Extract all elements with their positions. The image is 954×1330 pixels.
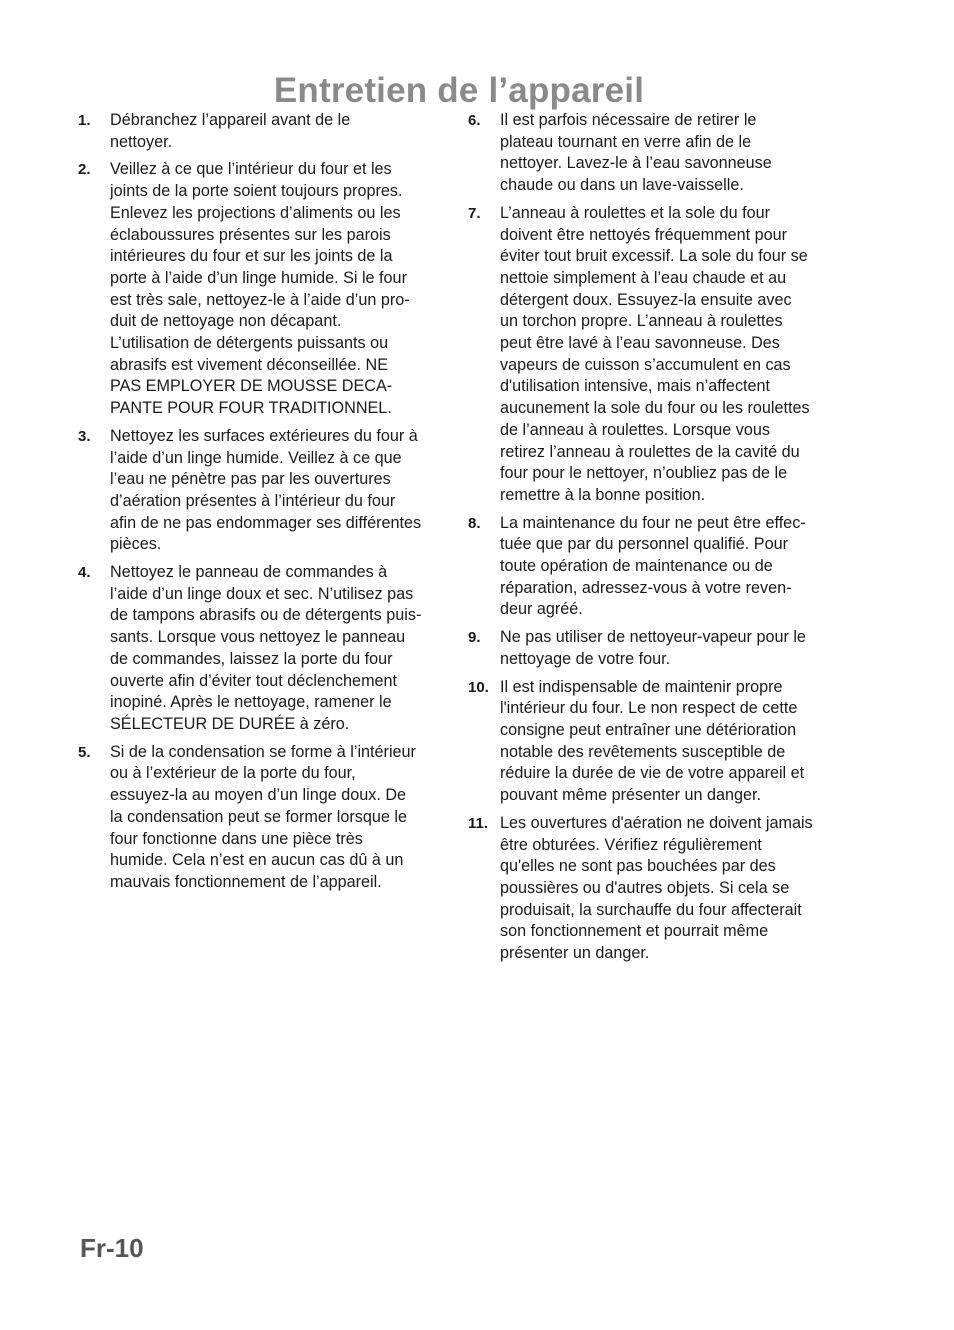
item-text <box>500 627 844 670</box>
text-line: Il est parfois nécessaire de retirer le <box>500 111 757 129</box>
instruction-item <box>78 426 452 556</box>
text-line: poussières ou d'autres objets. Si cela se <box>500 878 790 897</box>
instructions-right-column <box>468 110 844 971</box>
text-line: Ne pas utiliser de nettoyeur-vapeur pour le <box>500 628 806 647</box>
text-line: l’aide d’un linge doux et sec. N’utilisez pas <box>110 584 414 603</box>
text-line: porte à l’aide d’un linge humide. Si le four <box>110 268 407 287</box>
instruction-item <box>78 110 452 153</box>
text-line: l’eau ne pénètre pas par les ouvertures <box>110 470 391 489</box>
text-line: nettoyer. Lavez-le à l’eau savonneuse <box>500 154 772 173</box>
text-line: L’utilisation de détergents puissants ou <box>110 334 389 353</box>
text-line: nettoyage de votre four. <box>500 649 671 668</box>
instruction-item <box>78 562 452 736</box>
text-line: éclaboussures présentes sur les parois <box>110 225 391 244</box>
instruction-item <box>468 110 844 197</box>
text-line: être obturées. Vérifiez régulièrement <box>500 835 762 854</box>
instruction-item <box>78 742 452 894</box>
item-text <box>500 813 844 965</box>
item-text <box>110 159 452 419</box>
text-line: essuyez-la au moyen d’un linge doux. De <box>110 786 407 805</box>
text-line: abrasifs est vivement déconseillée. NE <box>110 355 389 374</box>
text-line: joints de la porte soient toujours propres. <box>110 182 403 201</box>
text-line: peut être lavé à l’eau savonneuse. Des <box>500 334 780 353</box>
item-number: 8. <box>468 514 481 532</box>
text-line: plateau tournant en verre afin de le <box>500 132 752 151</box>
text-line: tuée que par du personnel qualifié. Pour <box>500 535 788 554</box>
text-line: consigne peut entraîner une détérioration <box>500 720 797 739</box>
item-number: 11. <box>468 814 489 832</box>
item-number: 3. <box>78 427 91 445</box>
text-line: pièces. <box>110 535 162 554</box>
text-line: qu'elles ne sont pas bouchées par des <box>500 857 776 876</box>
item-number: 6. <box>468 112 481 129</box>
text-line: ouverte afin d’éviter tout déclenchement <box>110 671 398 690</box>
text-line: sants. Lorsque vous nettoyez le panneau <box>110 628 406 647</box>
text-line: inopiné. Après le nettoyage, ramener le <box>110 693 392 712</box>
item-number: 1. <box>78 112 91 129</box>
instructions-left-column <box>78 110 452 900</box>
text-line: L’anneau à roulettes et la sole du four <box>500 203 770 222</box>
text-line: retirez l’anneau à roulettes de la cavité du <box>500 442 800 461</box>
text-line: éviter tout bruit excessif. La sole du four se <box>500 247 808 266</box>
text-line: four pour le nettoyer, n’oubliez pas de le <box>500 464 788 483</box>
text-line: est très sale, nettoyez-le à l’aide d’un pro- <box>110 290 410 309</box>
text-line: la condensation peut se former lorsque le <box>110 807 407 826</box>
item-text <box>110 426 452 556</box>
text-line: de l’anneau à roulettes. Lorsque vous <box>500 420 770 439</box>
text-line: nettoie simplement à l’eau chaude et au <box>500 268 787 287</box>
text-line: Débranchez l’appareil avant de le <box>110 111 351 129</box>
text-line: vapeurs de cuisson s’accumulent en cas <box>500 355 791 374</box>
text-line: d'utilisation intensive, mais n’affectent <box>500 377 771 396</box>
item-number: 7. <box>468 204 481 222</box>
item-number: 4. <box>78 564 91 582</box>
text-line: Nettoyez les surfaces extérieures du four à <box>110 426 418 445</box>
instruction-item <box>468 677 844 807</box>
text-line: réduire la durée de vie de votre appareil et <box>500 764 805 783</box>
text-line: notable des revêtements susceptible de <box>500 742 786 761</box>
text-line: l’aide d’un linge humide. Veillez à ce que <box>110 448 402 467</box>
item-number: 2. <box>78 161 91 179</box>
instruction-item <box>78 159 452 419</box>
text-line: produisait, la surchauffe du four affecterait <box>500 900 802 919</box>
text-line: ou à l’extérieur de la porte du four, <box>110 764 356 783</box>
item-number: 9. <box>468 629 481 647</box>
instruction-item <box>468 513 844 622</box>
text-line: Les ouvertures d'aération ne doivent jamais <box>500 813 813 832</box>
text-line: doivent être nettoyés fréquemment pour <box>500 225 788 244</box>
text-line: Enlevez les projections d’aliments ou les <box>110 203 401 222</box>
text-line: nettoyer. <box>110 132 173 151</box>
item-text <box>500 513 844 622</box>
item-text <box>500 110 844 197</box>
text-line: humide. Cela n’est en aucun cas dû à un <box>110 851 404 870</box>
item-number: 10. <box>468 678 489 696</box>
text-line: duit de nettoyage non décapant. <box>110 312 342 331</box>
text-line: PANTE POUR FOUR TRADITIONNEL. <box>110 399 392 418</box>
text-line: d’aération présentes à l’intérieur du four <box>110 491 396 510</box>
text-line: intérieures du four et sur les joints de la <box>110 247 393 266</box>
text-line: toute opération de maintenance ou de <box>500 557 773 576</box>
item-text <box>500 677 844 807</box>
text-line: aucunement la sole du four ou les roulettes <box>500 399 810 418</box>
item-text <box>110 562 452 736</box>
text-line: Il est indispensable de maintenir propre <box>500 677 783 696</box>
text-line: Veillez à ce que l’intérieur du four et les <box>110 160 392 179</box>
instruction-item <box>468 203 844 507</box>
item-text <box>500 203 844 507</box>
text-line: PAS EMPLOYER DE MOUSSE DECA- <box>110 377 393 396</box>
item-text <box>110 742 452 894</box>
text-line: chaude ou dans un lave-vaisselle. <box>500 176 744 195</box>
text-line: afin de ne pas endommager ses différentes <box>110 513 422 532</box>
text-line: de tampons abrasifs ou de détergents puis- <box>110 606 422 625</box>
page-number: Fr-10 <box>80 1233 144 1263</box>
text-line: de commandes, laissez la porte du four <box>110 649 393 668</box>
page-title: Entretien de l’appareil <box>273 71 645 111</box>
item-text <box>110 110 452 153</box>
text-line: La maintenance du four ne peut être effec- <box>500 513 806 532</box>
text-line: détergent doux. Essuyez-la ensuite avec <box>500 290 792 309</box>
text-line: mauvais fonctionnement de l’appareil. <box>110 872 382 891</box>
instruction-item <box>468 813 844 965</box>
text-line: réparation, adressez-vous à votre reven- <box>500 578 792 597</box>
item-number: 5. <box>78 743 91 761</box>
text-line: remettre à la bonne position. <box>500 485 706 504</box>
text-line: Si de la condensation se forme à l’intérieur <box>110 742 416 761</box>
instruction-item <box>468 627 844 670</box>
text-line: son fonctionnement et pourrait même <box>500 922 769 941</box>
text-line: Nettoyez le panneau de commandes à <box>110 563 388 582</box>
text-line: four fonctionne dans une pièce très <box>110 829 363 848</box>
text-line: SÉLECTEUR DE DURÉE à zéro. <box>110 714 350 733</box>
text-line: pouvant même présenter un danger. <box>500 786 761 805</box>
text-line: l'intérieur du four. Le non respect de cette <box>500 699 798 718</box>
text-line: présenter un danger. <box>500 944 650 963</box>
text-line: un torchon propre. L’anneau à roulettes <box>500 312 783 331</box>
text-line: deur agréé. <box>500 600 583 619</box>
